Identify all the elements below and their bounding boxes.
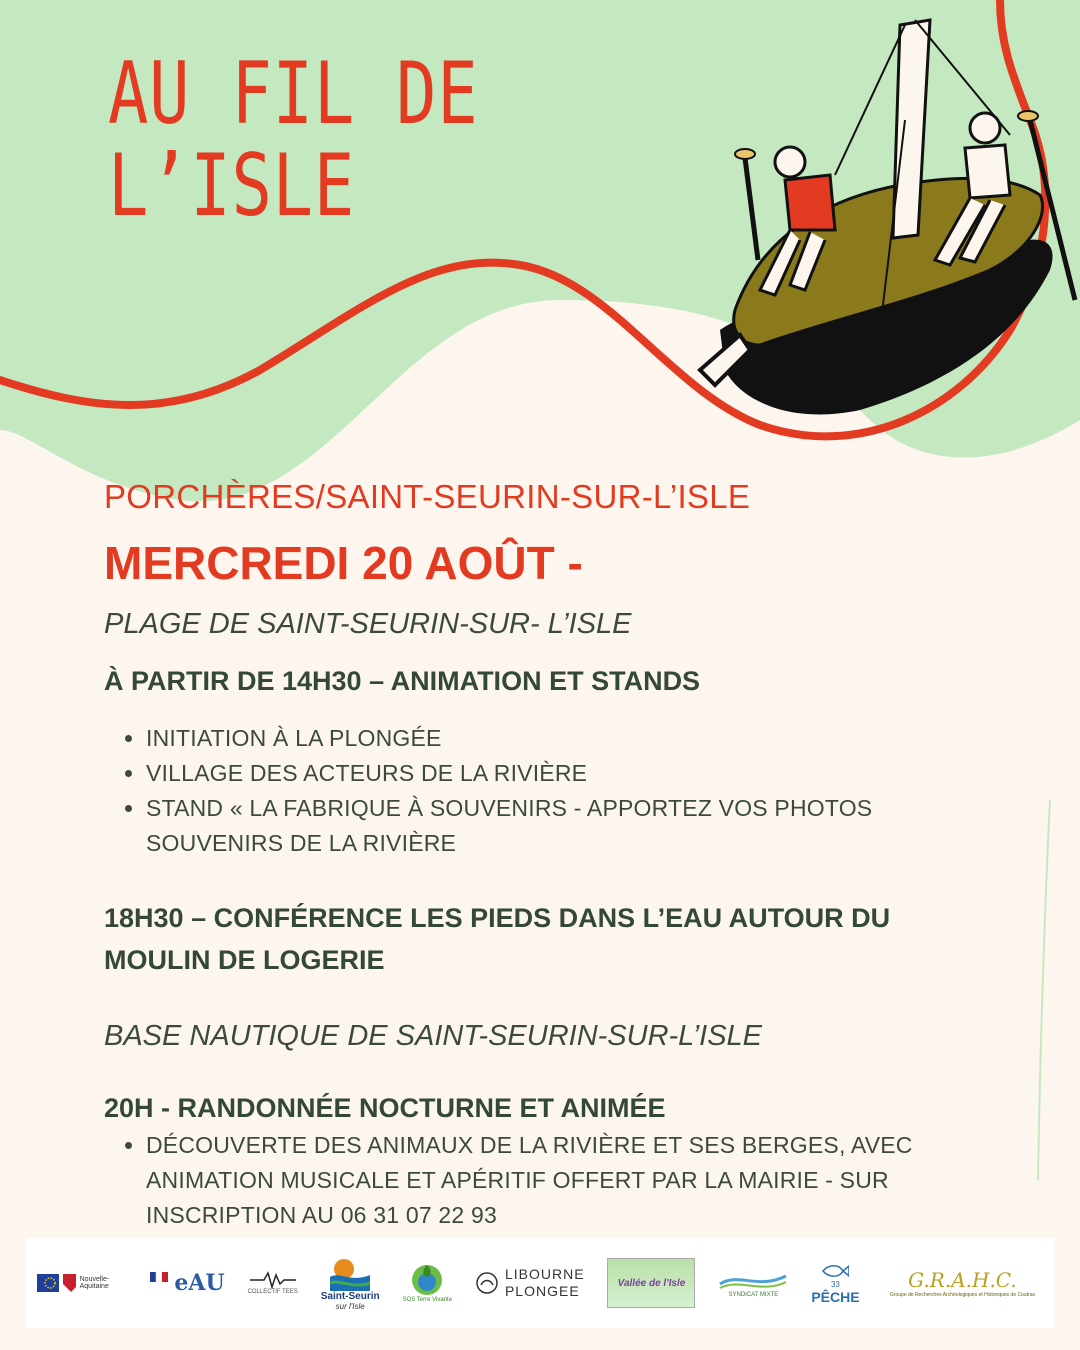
section-evening-heading: 20H - RANDONNÉE NOCTURNE ET ANIMÉE <box>104 1093 666 1123</box>
region-shield-icon <box>63 1274 76 1292</box>
logo-nouvelle-aquitaine: Nouvelle-Aquitaine <box>37 1274 127 1292</box>
list-item: • DÉCOUVERTE DES ANIMAUX DE LA RIVIÈRE ET SES BERGES, AVEC ANIMATION MUSICALE ET APÉRITIF OFFERT PAR LA MAIRIE - SUR INSCRIPTION AU 06 31 07 22 93 <box>146 1128 1016 1233</box>
title-line-1: AU FIL DE <box>108 44 479 144</box>
earth-leaf-icon <box>410 1263 444 1297</box>
section-conference-heading: 18H30 – CONFÉRENCE LES PIEDS DANS L’EAU AUTOUR DU MOULIN DE LOGERIE <box>104 903 891 975</box>
person-left <box>785 175 835 230</box>
section-afternoon-heading: À PARTIR DE 14H30 – ANIMATION ET STANDS <box>104 666 701 696</box>
logo-sos-terre-vivante: SOS Terre Vivante <box>403 1263 452 1303</box>
logo-collectif-tees: COLLECTIF TEES <box>248 1271 298 1295</box>
place-plage: PLAGE DE SAINT-SEURIN-SUR- L’ISLE <box>104 608 632 640</box>
logo-vallee-isle: Vallée de l'Isle <box>607 1258 695 1308</box>
republique-icon <box>150 1272 170 1294</box>
thin-line <box>1038 800 1050 1180</box>
eu-flag-icon <box>37 1274 58 1292</box>
fish-icon <box>821 1262 849 1280</box>
person-right <box>965 145 1010 198</box>
list-item: • INITIATION À LA PLONGÉE <box>146 721 1006 756</box>
logo-grahc: G.R.A.H.C. Groupe de Recherches Archéologiques et Historiques de Coutras <box>889 1268 1036 1298</box>
river-swoosh-icon <box>718 1268 788 1292</box>
partner-logos-bar <box>26 1238 1054 1328</box>
list-item: • VILLAGE DES ACTEURS DE LA RIVIÈRE <box>146 756 1006 791</box>
logo-libourne-plongee: LIBOURNE PLONGEE <box>475 1266 585 1300</box>
wave-pulse-icon <box>250 1271 296 1289</box>
event-date: MERCREDI 20 AOÛT - <box>104 537 583 589</box>
logo-peche: 33 PÊCHE <box>811 1262 859 1305</box>
place-base-nautique: BASE NAUTIQUE DE SAINT-SEURIN-SUR-L’ISLE <box>104 1020 763 1052</box>
afternoon-activities-list <box>124 721 1006 861</box>
location-heading: PORCHÈRES/SAINT-SEURIN-SUR-L’ISLE <box>104 478 751 515</box>
list-item: • STAND « LA FABRIQUE À SOUVENIRS - APPORTEZ VOS PHOTOS SOUVENIRS DE LA RIVIÈRE <box>146 791 1006 861</box>
poster-title <box>108 44 479 236</box>
title-line-2: L’ISLE <box>108 136 356 236</box>
logo-eau: eAU <box>150 1270 224 1296</box>
logo-saint-seurin: Saint-Seurin sur l'Isle <box>321 1255 380 1311</box>
evening-activities-list <box>124 1128 1016 1233</box>
saint-seurin-emblem-icon <box>330 1255 370 1291</box>
logo-syndicat-mixte: SYNDICAT MIXTE <box>718 1268 788 1298</box>
diver-icon <box>475 1271 499 1295</box>
